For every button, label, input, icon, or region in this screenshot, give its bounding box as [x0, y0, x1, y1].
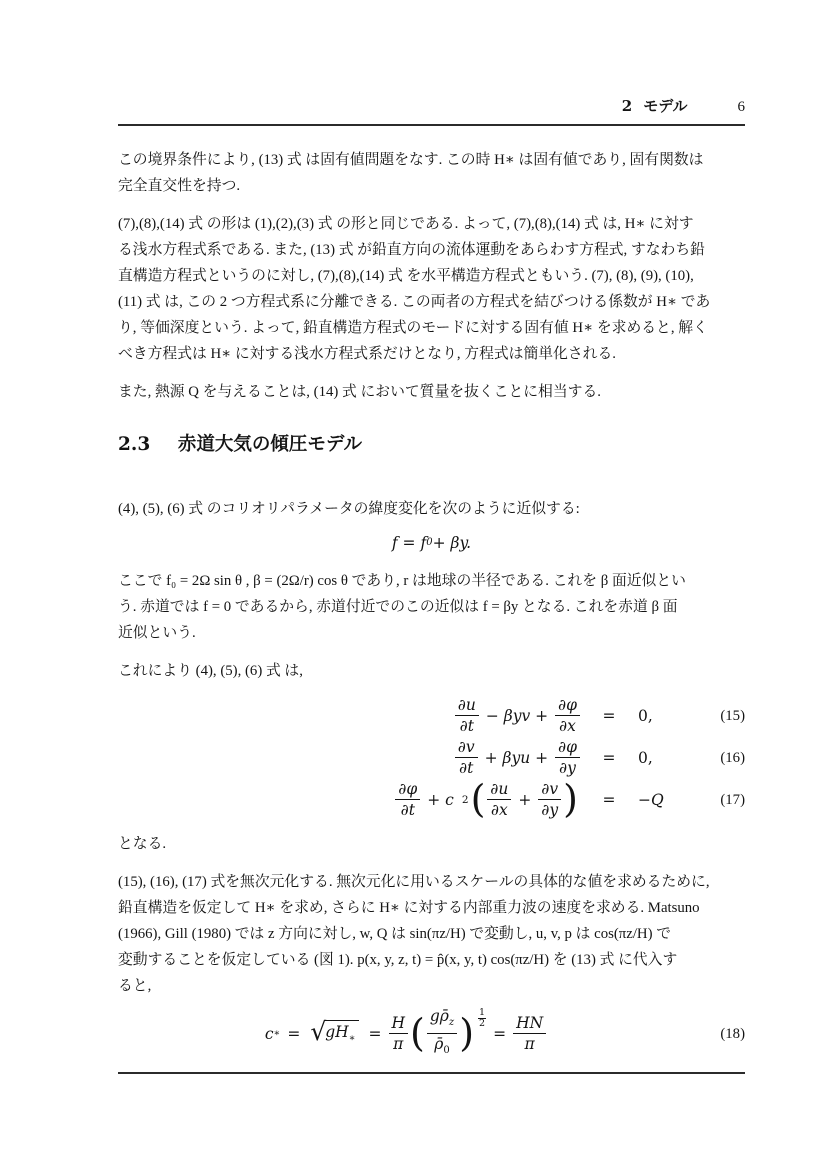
equation-superscript: 2	[461, 793, 469, 806]
text-line: 直構造方程式というのに対し, (7),(8),(14) 式 を水平構造方程式ともいう. (7), (8), (9), (10),	[118, 268, 694, 284]
equals-sign: =	[602, 790, 616, 809]
section-title: 赤道大気の傾圧モデル	[177, 434, 362, 455]
text-line: 鉛直構造を仮定して H∗ を求め, さらに H∗ に対する内部重力波の速度を求める. Matsuno	[118, 900, 700, 916]
equation-operator: − βyv +	[485, 706, 549, 725]
text-line: (15), (16), (17) 式を無次元化する. 無次元化に用いるスケールの具体的な値を求めるために,	[118, 874, 710, 890]
equation-body	[118, 1007, 693, 1060]
text-line: (4), (5), (6) 式 のコリオリパラメータの緯度変化を次のように近似する:	[118, 501, 580, 517]
equation-16	[118, 738, 745, 777]
text-line: べき方程式は H∗ に対する浅水方程式系だけとなり, 方程式は簡単化される.	[118, 346, 616, 362]
paragraph-1	[118, 147, 745, 199]
equation-rhs: −Q	[638, 790, 664, 809]
equation-number: (15)	[720, 707, 745, 724]
section-heading	[118, 433, 745, 458]
fraction: $\frac{\partial\varphi}{\partial t}$	[395, 780, 420, 819]
text-line: 完全直交性を持つ.	[118, 178, 241, 194]
equation-subscript: ∗	[348, 1032, 356, 1044]
equation-subscript: 0	[426, 537, 433, 548]
equals-sign: =	[368, 1024, 382, 1043]
paragraph-3	[118, 379, 745, 405]
equation-18	[118, 1007, 745, 1060]
fraction: $\frac{\partial v}{\partial t}$	[455, 738, 478, 777]
equation-lhs	[118, 776, 580, 821]
equation-beta-plane	[118, 530, 745, 556]
equals-sign: =	[602, 706, 616, 725]
text-line: う. 赤道では f = 0 であるから, 赤道付近でのこの近似は f = βy となる. これを赤道 β 面	[118, 599, 678, 615]
equation-variable: c	[264, 1024, 274, 1043]
equation-text: + βy.	[432, 534, 472, 552]
equation-15	[118, 696, 745, 735]
text-line: (11) 式 は, この 2 つ方程式系に分離できる. この両者の方程式を結びつける係数が H∗ であ	[118, 294, 711, 310]
paragraph-5	[118, 568, 745, 646]
footer-rule	[118, 1072, 745, 1074]
radical-icon: √	[310, 1016, 327, 1046]
text-line: 変動することを仮定している (図 1). p(x, y, z, t) = p̂(x, y, t) cos(πz/H) を (13) 式 に代入す	[118, 952, 678, 968]
equation-lhs	[118, 696, 580, 735]
equation-operator: + c	[427, 790, 454, 809]
fraction: $\frac{HN}{\pi}$	[513, 1014, 546, 1053]
left-paren: (	[410, 1010, 425, 1055]
text-line: (7),(8),(14) 式 の形は (1),(2),(3) 式 の形と同じである. よって, (7),(8),(14) 式 は, H∗ に対す	[118, 216, 694, 232]
paragraph-7	[118, 831, 745, 857]
fraction: $\frac{\partial v}{\partial y}$	[538, 780, 561, 819]
text-line: (1966), Gill (1980) では z 方向に対し, w, Q は sin(πz/H) で変動し, u, v, p は cos(πz/H) で	[118, 926, 672, 942]
paragraph-8	[118, 869, 745, 999]
square-root: √ $gH_∗$	[310, 1020, 358, 1048]
equation-text: f = f	[391, 534, 427, 552]
equation-group-15-17	[118, 696, 745, 819]
text-line: ると,	[118, 978, 152, 994]
equation-operator: +	[518, 790, 532, 809]
equation-lhs	[118, 738, 580, 777]
header-section-title: モデル	[643, 97, 688, 115]
text-line: ここで f₀ = 2Ω sin θ , β = (2Ω/r) cos θ であり, r は地球の半径である. これを β 面近似とい	[118, 573, 686, 589]
fraction: $\frac{\partial\varphi}{\partial y}$	[555, 738, 580, 777]
equation-rhs: 0,	[638, 748, 653, 767]
equation-subscript: 0	[443, 1045, 450, 1056]
text-line: これにより (4), (5), (6) 式 は,	[118, 663, 303, 679]
equation-subscript: ∗	[273, 1027, 281, 1039]
paragraph-2	[118, 211, 745, 367]
page-content	[118, 0, 745, 1074]
equation-subscript: z	[448, 1017, 455, 1028]
equation-rhs: 0,	[638, 706, 653, 725]
text-line: この境界条件により, (13) 式 は固有値問題をなす. この時 H∗ は固有値であり, 固有関数は	[118, 152, 704, 168]
paragraph-4	[118, 496, 745, 522]
text-line: り, 等価深度という. よって, 鉛直構造方程式のモードに対する固有値 H∗ を求めると, 解く	[118, 320, 708, 336]
exponent-fraction: $\frac{1}{2}$	[479, 1007, 486, 1029]
header-rule	[118, 124, 745, 126]
header-section-number: 2	[621, 97, 633, 115]
equation-operator: + βyu +	[484, 748, 549, 767]
fraction: $\frac{H}{\pi}$	[389, 1014, 409, 1053]
equation-number: (18)	[720, 1025, 745, 1042]
equation-number: (17)	[720, 791, 745, 808]
right-paren: )	[459, 1010, 475, 1055]
fraction: $\frac{\partial u}{\partial t}$	[455, 696, 479, 735]
right-paren: )	[563, 776, 578, 821]
paragraph-6	[118, 658, 745, 684]
fraction: $\frac{\partial\varphi}{\partial x}$	[555, 696, 580, 735]
text-line: また, 熱源 Q を与えることは, (14) 式 において質量を抜くことに相当する.	[118, 384, 601, 400]
equals-sign: =	[493, 1024, 507, 1043]
fraction: $\frac{g\rhō_z}{\rhō_0}$	[427, 1007, 457, 1060]
section-number: 2.3	[118, 434, 151, 455]
text-line: となる.	[118, 836, 167, 852]
header-page-number: 6	[737, 99, 745, 115]
fraction: $\frac{\partial u}{\partial x}$	[487, 780, 511, 819]
equation-17	[118, 776, 745, 821]
equals-sign: =	[287, 1024, 301, 1043]
text-line: る浅水方程式系である. また, (13) 式 が鉛直方向の流体運動をあらわす方程式, すなわち鉛	[118, 242, 705, 258]
equals-sign: =	[602, 748, 616, 767]
text-line: 近似という.	[118, 625, 196, 641]
left-paren: (	[470, 776, 486, 821]
equation-number: (16)	[720, 749, 745, 766]
page-header	[118, 96, 745, 117]
